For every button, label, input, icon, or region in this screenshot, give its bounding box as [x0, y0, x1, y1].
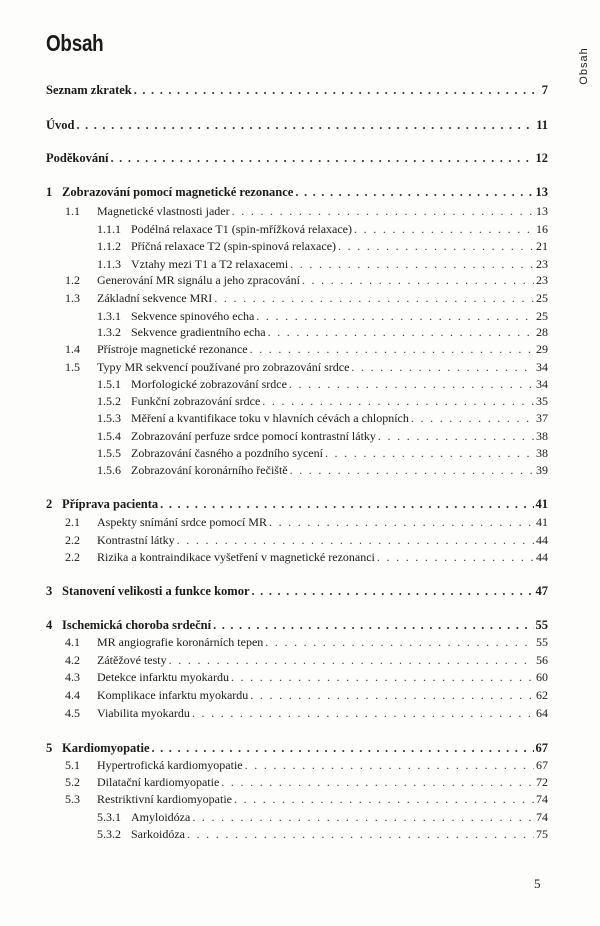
toc-entry[interactable]: [0, 669, 548, 685]
toc-entry-page: 23: [536, 257, 548, 271]
toc-entry[interactable]: [0, 359, 548, 375]
toc-entry[interactable]: [0, 393, 548, 409]
toc-leader-dots: [262, 393, 534, 409]
toc-entry-label: Poděkování: [46, 151, 109, 165]
toc-entry-page: 60: [536, 670, 548, 684]
toc-entry-label: Sekvence gradientního echa: [131, 325, 266, 339]
toc-entry[interactable]: [0, 184, 548, 200]
toc-entry-number: 1.5.1: [97, 377, 121, 391]
toc-entry-label: Komplikace infarktu myokardu: [97, 688, 249, 702]
toc-entry-label: Morfologické zobrazování srdce: [131, 377, 287, 391]
toc-entry-number: 1.5.6: [97, 463, 121, 477]
toc-entry-page: 62: [536, 688, 548, 702]
toc-entry-number: 5: [46, 741, 53, 755]
toc-leader-dots: [152, 740, 534, 756]
toc-entry-label: Typy MR sekvencí používané pro zobrazování srdce: [97, 360, 350, 374]
toc-entry[interactable]: [0, 757, 548, 773]
toc-entry-label: Detekce infarktu myokardu: [97, 670, 229, 684]
toc-entry-page: 39: [536, 463, 548, 477]
toc-entry-label: Kontrastní látky: [97, 533, 175, 547]
toc-entry-page: 72: [536, 775, 548, 789]
toc-leader-dots: [411, 410, 534, 426]
toc-entry[interactable]: [0, 705, 548, 721]
toc-entry-page: 35: [536, 394, 548, 408]
toc-entry-number: 5.3: [65, 792, 80, 806]
toc-entry-number: 1.1.1: [97, 222, 121, 236]
toc-leader-dots: [111, 150, 534, 166]
toc-entry-page: 12: [535, 151, 548, 165]
toc-entry-page: 34: [536, 360, 548, 374]
toc-entry-number: 4.4: [65, 688, 80, 702]
toc-leader-dots: [134, 82, 540, 98]
toc-entry-page: 37: [536, 411, 548, 425]
toc-entry-page: 38: [536, 429, 548, 443]
toc-entry[interactable]: [0, 341, 548, 357]
toc-leader-dots: [289, 376, 534, 392]
toc-entry-page: 41: [536, 515, 548, 529]
toc-entry-page: 11: [536, 118, 548, 132]
toc-entry[interactable]: [0, 221, 548, 237]
page-number: 5: [534, 876, 541, 891]
toc-entry-number: 1.3: [65, 291, 80, 305]
toc-entry-label: Příprava pacienta: [62, 497, 159, 511]
toc-entry-label: Vztahy mezi T1 a T2 relaxacemi: [131, 257, 289, 271]
toc-leader-dots: [268, 324, 534, 340]
toc-entry-page: 67: [536, 758, 548, 772]
toc-entry-number: 1.1.2: [97, 239, 121, 253]
toc-entry-label: Zobrazování koronárního řečiště: [131, 463, 288, 477]
toc-entry[interactable]: [0, 634, 548, 650]
toc-entry-page: 25: [536, 291, 548, 305]
toc-entry-number: 4.1: [65, 635, 80, 649]
toc-entry[interactable]: [0, 290, 548, 306]
toc-entry[interactable]: [0, 238, 548, 254]
toc-leader-dots: [160, 496, 533, 512]
toc-entry-number: 1.5.3: [97, 411, 121, 425]
toc-entry-label: Hypertrofická kardiomyopatie: [97, 758, 243, 772]
toc-leader-dots: [295, 184, 533, 200]
toc-entry[interactable]: [0, 532, 548, 548]
toc-leader-dots: [234, 791, 534, 807]
toc-entry-label: Funkční zobrazování srdce: [131, 394, 261, 408]
toc-entry-number: 1.1: [65, 204, 80, 218]
toc-leader-dots: [192, 809, 534, 825]
toc-leader-dots: [338, 238, 534, 254]
toc-entry-label: Zátěžové testy: [97, 653, 167, 667]
toc-entry[interactable]: [0, 687, 548, 703]
toc-leader-dots: [252, 583, 534, 599]
toc-entry-label: Ischemická choroba srdeční: [62, 618, 212, 632]
toc-leader-dots: [214, 290, 534, 306]
toc-entry-number: 5.3.2: [97, 827, 121, 841]
toc-entry-page: 44: [536, 550, 548, 564]
toc-entry[interactable]: [0, 256, 548, 272]
toc-entry-number: 4.5: [65, 706, 80, 720]
toc-entry-number: 1.4: [65, 342, 80, 356]
toc-entry-label: Seznam zkratek: [46, 83, 132, 97]
toc-entry-number: 1.1.3: [97, 257, 121, 271]
toc-entry-page: 13: [536, 204, 548, 218]
toc-entry-page: 47: [535, 584, 548, 598]
toc-entry-page: 74: [536, 792, 548, 806]
toc-entry-label: MR angiografie koronárních tepen: [97, 635, 264, 649]
toc-entry-page: 55: [535, 618, 548, 632]
toc-entry-label: Kardiomyopatie: [62, 741, 150, 755]
toc-entry[interactable]: [0, 150, 548, 166]
toc-leader-dots: [221, 774, 534, 790]
toc-leader-dots: [290, 256, 534, 272]
toc-entry-number: 1.3.2: [97, 325, 121, 339]
toc-entry-number: 1.3.1: [97, 309, 121, 323]
toc-entry-label: Měření a kvantifikace toku v hlavních cévách a chlopních: [131, 411, 409, 425]
toc-entry-page: 25: [536, 309, 548, 323]
toc-leader-dots: [187, 826, 534, 842]
toc-leader-dots: [169, 652, 534, 668]
toc-entry[interactable]: [0, 376, 548, 392]
page-title: Obsah: [46, 30, 104, 56]
toc-entry[interactable]: [0, 791, 548, 807]
toc-entry-label: Amyloidóza: [131, 810, 191, 824]
toc-entry-number: 4.3: [65, 670, 80, 684]
toc-entry-number: 5.1: [65, 758, 80, 772]
toc-leader-dots: [302, 272, 534, 288]
toc-entry-label: Úvod: [46, 118, 75, 132]
toc-leader-dots: [378, 428, 534, 444]
toc-entry-label: Příčná relaxace T2 (spin-spinová relaxace): [131, 239, 337, 253]
toc-entry-number: 1.2: [65, 273, 80, 287]
toc-entry[interactable]: [0, 496, 548, 512]
toc-entry-page: 23: [536, 273, 548, 287]
toc-leader-dots: [256, 308, 534, 324]
toc-entry[interactable]: [0, 272, 548, 288]
toc-entry[interactable]: [0, 549, 548, 565]
toc-entry-page: 67: [535, 741, 548, 755]
toc-entry[interactable]: [0, 514, 548, 530]
toc-entry-number: 4: [46, 618, 53, 632]
toc-entry-page: 75: [536, 827, 548, 841]
toc-entry-label: Sekvence spinového echa: [131, 309, 255, 323]
toc-leader-dots: [325, 445, 534, 461]
toc-leader-dots: [177, 532, 534, 548]
toc-entry-number: 1.5.2: [97, 394, 121, 408]
toc-leader-dots: [250, 341, 534, 357]
toc-entry-number: 2.2: [65, 550, 80, 564]
toc-entry-label: Zobrazování perfuze srdce pomocí kontrastní látky: [131, 429, 376, 443]
toc-entry-page: 38: [536, 446, 548, 460]
toc-entry-page: 7: [541, 83, 548, 97]
toc-entry-label: Zobrazování časného a pozdního sycení: [131, 446, 323, 460]
toc-entry-label: Přístroje magnetické rezonance: [97, 342, 248, 356]
toc-entry-label: Restriktivní kardiomyopatie: [97, 792, 232, 806]
toc-entry-page: 64: [536, 706, 548, 720]
toc-entry-number: 5.2: [65, 775, 80, 789]
toc-entry[interactable]: [0, 462, 548, 478]
toc-entry-page: 13: [535, 185, 548, 199]
toc-entry-number: 1.5.4: [97, 429, 121, 443]
toc-leader-dots: [245, 757, 534, 773]
toc-entry[interactable]: [0, 428, 548, 444]
toc-entry[interactable]: [0, 617, 548, 633]
toc-entry-label: Stanovení velikosti a funkce komor: [62, 584, 250, 598]
toc-entry[interactable]: [0, 740, 548, 756]
toc-entry-page: 29: [536, 342, 548, 356]
toc-leader-dots: [231, 669, 534, 685]
toc-entry-number: 1: [46, 185, 53, 199]
toc-entry-number: 1.5: [65, 360, 80, 374]
toc-entry-page: 41: [535, 497, 548, 511]
toc-entry-label: Aspekty snímání srdce pomocí MR: [97, 515, 267, 529]
toc-entry[interactable]: [0, 308, 548, 324]
toc-leader-dots: [269, 514, 534, 530]
toc-entry-label: Základní sekvence MRI: [97, 291, 213, 305]
toc-entry-page: 28: [536, 325, 548, 339]
toc-entry-label: Rizika a kontraindikace vyšetření v magnetické rezonanci: [97, 550, 375, 564]
toc-entry[interactable]: [0, 652, 548, 668]
toc-entry-page: 44: [536, 533, 548, 547]
toc-entry-label: Sarkoidóza: [131, 827, 185, 841]
toc-entry-number: 4.2: [65, 653, 80, 667]
toc-entry[interactable]: [0, 117, 548, 133]
toc-entry[interactable]: [0, 826, 548, 842]
toc-entry-page: 56: [536, 653, 548, 667]
toc-entry-label: Viabilita myokardu: [97, 706, 190, 720]
toc-entry-page: 16: [536, 222, 548, 236]
toc-entry-label: Podélná relaxace T1 (spin-mřížková relaxace): [131, 222, 353, 236]
toc-leader-dots: [250, 687, 534, 703]
toc-entry-number: 2.1: [65, 515, 80, 529]
toc-entry[interactable]: [0, 445, 548, 461]
toc-entry-number: 1.5.5: [97, 446, 121, 460]
toc-leader-dots: [213, 617, 533, 633]
toc-leader-dots: [351, 359, 534, 375]
toc-entry[interactable]: [0, 324, 548, 340]
toc-leader-dots: [354, 221, 534, 237]
toc-entry-label: Magnetické vlastnosti jader: [97, 204, 230, 218]
toc-leader-dots: [76, 117, 534, 133]
toc-entry-number: 3: [46, 584, 53, 598]
toc-entry[interactable]: [0, 809, 548, 825]
toc-entry-number: 2: [46, 497, 53, 511]
toc-entry[interactable]: [0, 410, 548, 426]
toc-entry-page: 55: [536, 635, 548, 649]
toc-leader-dots: [290, 462, 534, 478]
toc-entry-page: 74: [536, 810, 548, 824]
toc-entry-page: 21: [536, 239, 548, 253]
toc-entry[interactable]: [0, 774, 548, 790]
toc-entry-page: 34: [536, 377, 548, 391]
toc-entry[interactable]: [0, 82, 548, 98]
toc-leader-dots: [377, 549, 534, 565]
toc-leader-dots: [265, 634, 534, 650]
toc-entry-label: Generování MR signálu a jeho zpracování: [97, 273, 300, 287]
toc-entry[interactable]: [0, 203, 548, 219]
toc-entry-label: Zobrazování pomocí magnetické rezonance: [62, 185, 294, 199]
toc-entry-label: Dilatační kardiomyopatie: [97, 775, 220, 789]
toc-leader-dots: [232, 203, 534, 219]
toc-entry-number: 2.2: [65, 533, 80, 547]
toc-leader-dots: [192, 705, 534, 721]
toc-entry-number: 5.3.1: [97, 810, 121, 824]
toc-entry[interactable]: [0, 583, 548, 599]
side-running-head: Obsah: [578, 47, 590, 85]
